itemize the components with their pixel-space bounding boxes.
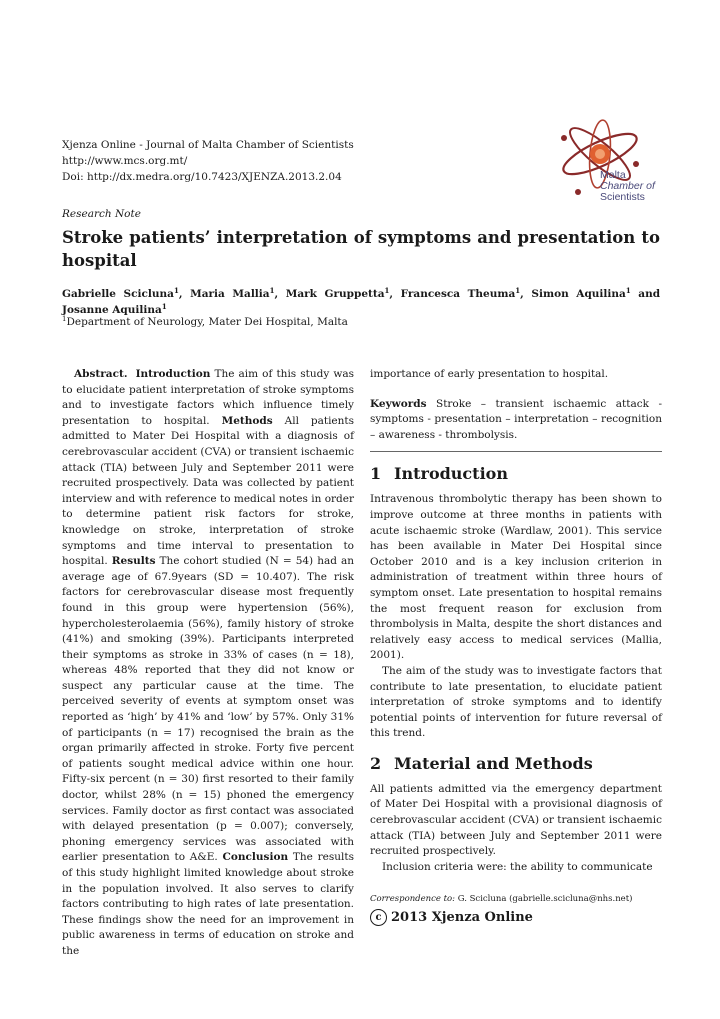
journal-url[interactable]: http://www.mcs.org.mt/ bbox=[62, 155, 188, 167]
author-sup: 1 bbox=[269, 286, 275, 295]
paper-title: Stroke patients’ interpretation of symptoms and presentation to hospital bbox=[62, 228, 660, 270]
logo-text bbox=[600, 170, 655, 203]
abstract-label: Abstract. bbox=[74, 368, 128, 380]
abstract-paragraph bbox=[62, 367, 354, 960]
correspondence-text[interactable]: G. Scicluna (gabrielle.scicluna@nhs.net) bbox=[457, 894, 633, 905]
abstract-column bbox=[62, 367, 354, 960]
right-column bbox=[370, 367, 662, 926]
copyright-text: 2013 Xjenza Online bbox=[391, 910, 533, 926]
logo-line-3: Scientists bbox=[600, 191, 645, 203]
author-sup: 1 bbox=[161, 302, 167, 311]
author-and: and bbox=[638, 288, 661, 300]
introduction-label: Introduction bbox=[135, 368, 211, 380]
author-name: Gabrielle Scicluna bbox=[62, 288, 174, 300]
section-title: Introduction bbox=[394, 464, 508, 484]
abstract-conclusion-text: The results of this study highlight limited knowledge about stroke in the population involved. It also serves to clarify factors contributing to high rates of late presentation. These findings show the need for an improvement in public awareness in terms of education on stroke and the bbox=[62, 851, 355, 957]
abstract-intro-text: The aim of this study was to elucidate patient interpretation of stroke symptoms and to investigate factors which influence timely presentation to hospital. bbox=[62, 368, 354, 427]
affiliation-text: Department of Neurology, Mater Dei Hospital, Malta bbox=[66, 316, 348, 328]
methods-paragraph-2: Inclusion criteria were: the ability to communicate bbox=[382, 860, 653, 873]
copyright bbox=[370, 909, 662, 926]
author-sup: 1 bbox=[625, 286, 631, 295]
section-divider bbox=[370, 451, 662, 452]
keywords bbox=[370, 397, 662, 444]
journal-header bbox=[62, 137, 354, 185]
author-name: Maria Mallia bbox=[190, 288, 270, 300]
copyright-icon: c bbox=[370, 909, 387, 926]
author-sup: 1 bbox=[384, 286, 390, 295]
section-heading-introduction bbox=[370, 464, 662, 484]
section-title: Material and Methods bbox=[394, 753, 593, 773]
conclusion-label: Conclusion bbox=[222, 851, 289, 864]
correspondence-label: Correspondence to: bbox=[370, 894, 456, 905]
abstract-methods-text: All patients admitted to Mater Dei Hospital with a diagnosis of cerebrovascular accident (CVA) or transient ischaemic attack (TIA) between July and September 2011 were recruited prospectively. Data was collected by patient interview and with reference to medical notes in order to determine patient risk factors for stroke, knowledge on stroke, interpretation of stroke symptoms and time interval to presentation to hospital. bbox=[62, 414, 355, 568]
logo-line-2: Chamber of bbox=[600, 180, 655, 192]
intro-paragraph-1: Intravenous thrombolytic therapy has been shown to improve outcome at three months in patients with acute ischaemic stroke (Wardlaw, 2001). This service has been available in Mater Dei Hospital since October 2010 and is a key inclusion criterion in administration of treatment within three hours of symptom onset. Late presentation to hospital remains the most frequent reason for exclusion from thrombolysis in Malta, despite the short distances and relatively easy access to medical services (Mallia, 2001). bbox=[370, 493, 662, 662]
section-number: 2 bbox=[370, 753, 382, 773]
author-name: Mark Gruppetta bbox=[285, 288, 385, 300]
affiliation bbox=[62, 316, 348, 328]
affiliation-sup: 1 bbox=[62, 315, 67, 323]
abstract-results-text: The cohort studied (N = 54) had an average age of 67.9years (SD = 10.407). The risk factors for cerebrovascular disease most frequently found in this group were hypertension (56%), hypercholesterolaemia (56%), family history of stroke (41%) and smoking (39%). Participants interpreted their symptoms as stroke in 33% of cases (n = 18), whereas 48% reported that they did not know or suspect any particular cause at the time. The perceived severity of events at symptom onset was reported as ‘high’ by 41% and ‘low’ by 57%. Only 31% of participants (n = 17) recognised the brain as the organ primarily affected in stroke. Forty five percent of patients sought medical advice within one hour. Fifty-six percent (n = 30) first resorted to their family doctor, whilst 28% (n = 15) phoned the emergency services. Family doctor as first contact was associated with delayed presentation (p = 0.007); conversely, phoning emergency services was associated with earlier presentation to A&E. bbox=[62, 555, 354, 864]
keywords-label: Keywords bbox=[370, 397, 427, 410]
author-name: Josanne Aquilina bbox=[62, 304, 162, 316]
correspondence bbox=[370, 893, 662, 905]
author-sup: 1 bbox=[173, 286, 179, 295]
results-label: Results bbox=[111, 555, 156, 568]
author-name: Francesca Theuma bbox=[400, 288, 516, 300]
methods-label: Methods bbox=[221, 414, 273, 427]
intro-paragraph-2: The aim of the study was to investigate factors that contribute to late presentation, to elucidate patient interpretation of stroke symptoms and to identify potential points of intervention for future reversal of this trend. bbox=[370, 664, 662, 740]
journal-name: Xjenza Online - Journal of Malta Chamber of Scientists bbox=[62, 139, 354, 151]
author-sup: 1 bbox=[515, 286, 521, 295]
note-type: Research Note bbox=[62, 208, 141, 220]
methods-paragraph-1: All patients admitted via the emergency department of Mater Dei Hospital with a provisional diagnosis of cerebrovascular accident (CVA) or transient ischaemic attack (TIA) between July and September 2011 were recruited prospectively. bbox=[370, 782, 662, 858]
section-number: 1 bbox=[370, 464, 382, 484]
author-list: Gabrielle Scicluna$^1$, Maria Mallia$^1$, Mark Gruppetta$^1$, Francesca Theuma$^1$, Simon Aquilina$^1$ and Josanne Aquilina$^1$ bbox=[62, 286, 661, 316]
abstract-continuation: importance of early presentation to hospital. bbox=[370, 368, 609, 380]
keywords-text: Stroke – transient ischaemic attack - symptoms - presentation – interpretation – recognition – awareness - thrombolysis. bbox=[370, 397, 662, 441]
section-heading-methods bbox=[370, 754, 662, 774]
logo-line-1: Malta bbox=[600, 169, 626, 181]
author-name: Simon Aquilina bbox=[531, 288, 626, 300]
doi-line[interactable]: Doi: http://dx.medra.org/10.7423/XJENZA.2013.2.04 bbox=[62, 171, 342, 183]
